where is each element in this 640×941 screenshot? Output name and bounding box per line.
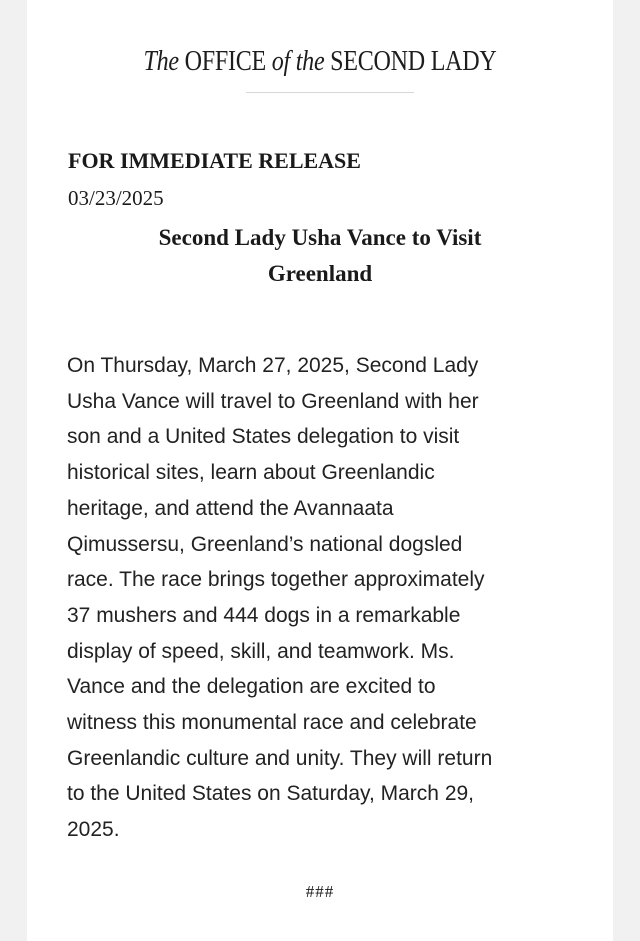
body-paragraph	[67, 348, 577, 848]
letterhead-logo	[68, 46, 572, 78]
body-line: to the United States on Saturday, March 29,	[67, 782, 475, 806]
body-line: heritage, and attend the Avannaata	[67, 496, 394, 520]
headline	[87, 220, 553, 292]
letterhead-the: The	[143, 46, 179, 77]
letterhead-divider	[246, 92, 414, 93]
body-line: race. The race brings together approximately	[67, 568, 485, 592]
press-release-page	[27, 0, 613, 941]
body-line: display of speed, skill, and teamwork. Ms.	[67, 639, 455, 663]
body-line: historical sites, learn about Greenlandic	[67, 461, 435, 485]
release-label: FOR IMMEDIATE RELEASE	[68, 148, 361, 173]
body-line: On Thursday, March 27, 2025, Second Lady	[67, 354, 479, 377]
end-mark: ###	[305, 882, 335, 901]
letterhead-of-the: of the	[271, 46, 325, 77]
release-date: 03/23/2025	[68, 186, 164, 210]
headline-line-1: Second Lady Usha Vance to Visit	[158, 225, 482, 250]
headline-line-2: Greenland	[267, 261, 373, 286]
letterhead-second-lady: SECOND LADY	[324, 46, 497, 77]
body-line: son and a United States delegation to visit	[67, 425, 460, 449]
body-line: Usha Vance will travel to Greenland with her	[67, 389, 479, 413]
letterhead-office: OFFICE	[178, 46, 272, 77]
body-line: witness this monumental race and celebrate	[67, 711, 477, 735]
body-line: Vance and the delegation are excited to	[67, 675, 436, 699]
body-line: 37 mushers and 444 dogs in a remarkable	[67, 603, 461, 627]
body-line: Qimussersu, Greenland’s national dogsled	[67, 532, 463, 556]
body-line: 2025.	[67, 818, 120, 842]
body-line: Greenlandic culture and unity. They will return	[67, 746, 493, 770]
